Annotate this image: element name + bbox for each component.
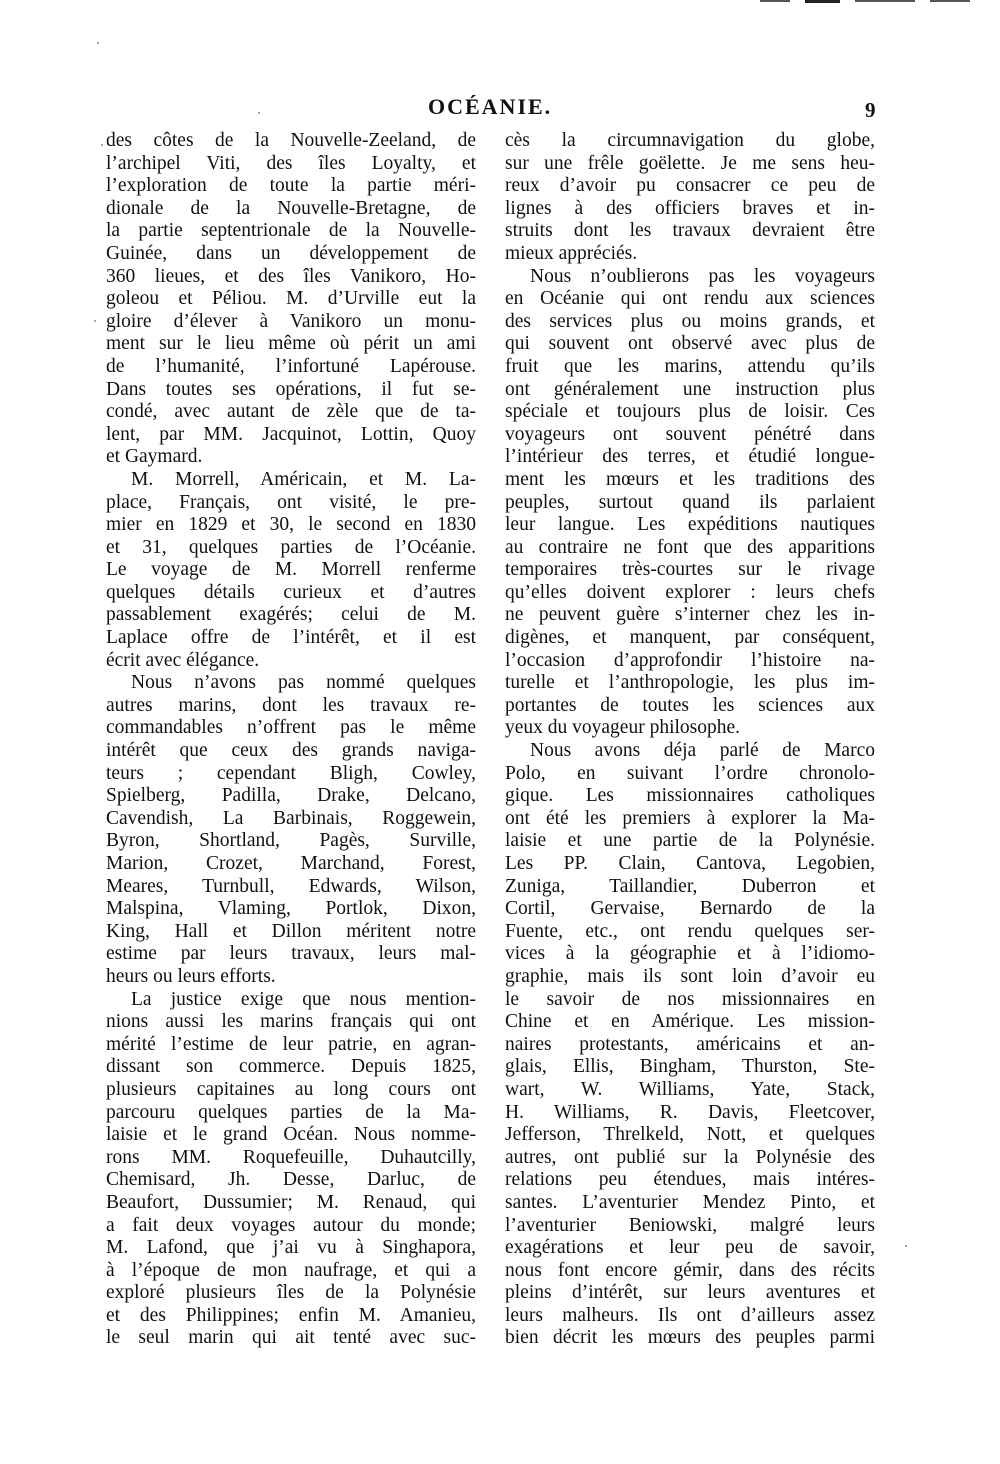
text-line: nions aussi les marins français qui ont	[106, 1011, 476, 1033]
text-line: Spielberg, Padilla, Drake, Delcano,	[106, 785, 476, 807]
text-line: Meares, Turnbull, Edwards, Wilson,	[106, 875, 476, 897]
text-line: estime par leurs travaux, leurs mal-	[106, 943, 476, 965]
text-line: portantes de toutes les sciences aux	[505, 694, 875, 716]
text-line: Guinée, dans un développement de	[106, 242, 476, 264]
scan-speck	[101, 144, 103, 146]
scan-speck	[97, 42, 99, 44]
text-line: Nous n’oublierons pas les voyageurs	[530, 265, 875, 287]
text-line: heurs ou leurs efforts.	[106, 965, 276, 987]
text-line: Dans toutes ses opérations, il fut se-	[106, 378, 476, 400]
text-line: La justice exige que nous mention-	[131, 988, 476, 1010]
text-line: quelques détails curieux et d’autres	[106, 581, 476, 603]
text-line: qu’elles doivent explorer : leurs chefs	[505, 581, 875, 603]
text-line: ment les mœurs et les traditions des	[505, 468, 875, 490]
text-line: parcouru quelques parties de la Ma-	[106, 1101, 476, 1123]
text-line: ne peuvent guère s’interner chez les in-	[505, 604, 875, 626]
text-line: leurs malheurs. Ils ont d’ailleurs assez	[505, 1304, 875, 1326]
text-line: exagérations et leur peu de savoir,	[505, 1237, 875, 1259]
text-line: santes. L’aventurier Mendez Pinto, et	[505, 1191, 875, 1213]
text-line: de l’humanité, l’infortuné Lapérouse.	[106, 355, 476, 377]
text-line: le seul marin qui ait tenté avec suc-	[106, 1327, 476, 1349]
text-line: Byron, Shortland, Pagès, Surville,	[106, 830, 476, 852]
text-line: cès la circumnavigation du globe,	[505, 130, 875, 151]
text-line: Polo, en suivant l’ordre chronolo-	[505, 762, 875, 784]
text-line: graphie, mais ils sont loin d’avoir eu	[505, 965, 875, 987]
text-column-right	[505, 130, 875, 1350]
text-line: autres, ont publié sur la Polynésie des	[505, 1146, 875, 1168]
text-line: a fait deux voyages autour du monde;	[106, 1214, 476, 1236]
text-line: teurs ; cependant Bligh, Cowley,	[106, 762, 476, 784]
text-line: qui souvent ont observé avec plus de	[505, 333, 875, 355]
text-line: rons MM. Roquefeuille, Duhautcilly,	[106, 1146, 476, 1168]
text-line: la partie septentrionale de la Nouvelle-	[106, 220, 476, 242]
text-line: reux d’avoir pu consacrer ce peu de	[505, 175, 875, 197]
text-line: King, Hall et Dillon méritent notre	[106, 920, 476, 942]
text-line: pleins d’intérêt, sur leurs aventures et	[505, 1282, 875, 1304]
text-line: l’aventurier Beniowski, malgré leurs	[505, 1214, 875, 1236]
text-line: l’intérieur des terres, et étudié longue-	[505, 446, 875, 468]
text-line: Laplace offre de l’intérêt, et il est	[106, 627, 476, 649]
page-header	[0, 94, 1000, 124]
text-line: au contraire ne font que des apparitions	[505, 536, 875, 558]
text-line: Le voyage de M. Morrell renferme	[106, 559, 476, 581]
text-line: dionale de la Nouvelle-Bretagne, de	[106, 197, 476, 219]
text-line: à l’époque de mon naufrage, et qui a	[106, 1259, 476, 1281]
text-line: wart, W. Williams, Yate, Stack,	[505, 1078, 875, 1100]
text-line: Chemisard, Jh. Desse, Darluc, de	[106, 1169, 476, 1191]
text-line: spéciale et toujours plus de loisir. Ces	[505, 401, 875, 423]
text-line: l’occasion d’approfondir l’histoire na-	[505, 649, 875, 671]
text-column-left	[106, 130, 476, 1350]
text-line: yeux du voyageur philosophe.	[505, 717, 741, 739]
text-line: Cavendish, La Barbinais, Roggewein,	[106, 807, 476, 829]
running-title: OCÉANIE.	[428, 94, 553, 119]
text-line: Nous n’avons pas nommé quelques	[131, 672, 476, 694]
text-line: laisie et une partie de la Polynésie.	[505, 830, 875, 852]
text-line: et Gaymard.	[106, 446, 203, 468]
text-line: et des Philippines; enfin M. Amanieu,	[106, 1304, 476, 1326]
text-line: vices à la géographie et à l’idiomo-	[505, 943, 875, 965]
text-line: mieux appréciés.	[505, 242, 638, 264]
text-line: intérêt que ceux des grands naviga-	[106, 740, 476, 762]
text-line: turelle et l’anthropologie, les plus im-	[505, 672, 875, 694]
text-line: goleou et Péliou. M. d’Urville eut la	[106, 288, 476, 310]
text-line: Nous avons déja parlé de Marco	[530, 740, 875, 762]
text-line: Jefferson, Threlkeld, Nott, et quelques	[505, 1124, 875, 1146]
text-line: bien décrit les mœurs des peuples parmi	[505, 1327, 875, 1349]
text-line: Marion, Crozet, Marchand, Forest,	[106, 853, 476, 874]
text-line: lignes à des officiers braves et in-	[505, 197, 875, 219]
text-line: plusieurs capitaines au long cours ont	[106, 1078, 476, 1100]
text-line: Zuniga, Taillandier, Duberron et	[505, 875, 875, 897]
text-line: dissant son commerce. Depuis 1825,	[106, 1056, 476, 1078]
text-line: naires protestants, américains et an-	[505, 1033, 875, 1055]
text-line: peuples, surtout quand ils parlaient	[505, 491, 875, 513]
text-line: Fuente, etc., ont rendu quelques ser-	[505, 920, 875, 942]
text-line: relations peu étendues, mais intéres-	[505, 1169, 875, 1191]
text-line: ont été les premiers à explorer la Ma-	[505, 807, 875, 829]
text-line: M. Lafond, que j’ai vu à Singhapora,	[106, 1237, 476, 1259]
text-line: gique. Les missionnaires catholiques	[505, 785, 875, 807]
page-number: 9	[865, 98, 876, 122]
text-line: écrit avec élégance.	[106, 649, 260, 671]
text-line: Les PP. Clain, Cantova, Legobien,	[505, 853, 875, 874]
text-line: struits dont les travaux devraient être	[505, 220, 875, 242]
text-line: Beaufort, Dussumier; M. Renaud, qui	[106, 1191, 476, 1213]
scan-top-marks	[760, 0, 980, 4]
text-line: voyageurs ont souvent pénétré dans	[505, 423, 875, 445]
text-line: fruit que les marins, attendu qu’ils	[505, 355, 875, 377]
text-line: autres marins, dont les travaux re-	[106, 694, 476, 716]
text-line: ment sur le lieu même où périt un ami	[106, 333, 476, 355]
text-line: M. Morrell, Américain, et M. La-	[131, 468, 476, 490]
text-line: des côtes de la Nouvelle-Zeeland, de	[106, 130, 476, 151]
text-line: 360 lieues, et des îles Vanikoro, Ho-	[106, 265, 476, 287]
text-line: H. Williams, R. Davis, Fleetcover,	[505, 1101, 875, 1123]
text-line: place, Français, ont visité, le pre-	[106, 491, 476, 513]
text-line: Cortil, Gervaise, Bernardo de la	[505, 898, 875, 920]
text-line: des services plus ou moins grands, et	[505, 310, 875, 332]
text-line: en Océanie qui ont rendu aux sciences	[505, 288, 875, 310]
text-line: l’exploration de toute la partie méri-	[106, 175, 476, 197]
text-line: exploré plusieurs îles de la Polynésie	[106, 1282, 476, 1304]
scan-speck	[94, 320, 96, 322]
text-line: mier en 1829 et 30, le second en 1830	[106, 514, 476, 536]
text-line: Malspina, Vlaming, Portlok, Dixon,	[106, 898, 476, 920]
text-line: et 31, quelques parties de l’Océanie.	[106, 536, 476, 558]
text-line: glais, Ellis, Bingham, Thurston, Ste-	[505, 1056, 875, 1078]
text-line: passablement exagérés; celui de M.	[106, 604, 476, 626]
text-line: sur une frêle goëlette. Je me sens heu-	[505, 152, 875, 174]
text-line: mérité l’estime de leur patrie, en agran-	[106, 1033, 476, 1055]
text-line: ont généralement une instruction plus	[505, 378, 875, 400]
text-line: commandables n’offrent pas le même	[106, 717, 476, 739]
text-line: digènes, et manquent, par conséquent,	[505, 627, 875, 649]
text-line: l’archipel Viti, des îles Loyalty, et	[106, 152, 476, 174]
text-line: Chine et en Amérique. Les mission-	[505, 1011, 875, 1033]
text-line: gloire d’élever à Vanikoro un monu-	[106, 310, 476, 332]
text-line: condé, avec autant de zèle que de ta-	[106, 401, 476, 423]
text-line: laisie et le grand Océan. Nous nomme-	[106, 1124, 476, 1146]
scan-speck	[905, 1245, 907, 1247]
text-line: leur langue. Les expéditions nautiques	[505, 514, 875, 536]
text-line: temporaires très-courtes sur le rivage	[505, 559, 875, 581]
text-line: nous font encore gémir, dans des récits	[505, 1259, 875, 1281]
text-line: lent, par MM. Jacquinot, Lottin, Quoy	[106, 423, 476, 445]
text-line: le savoir de nos missionnaires en	[505, 988, 875, 1010]
